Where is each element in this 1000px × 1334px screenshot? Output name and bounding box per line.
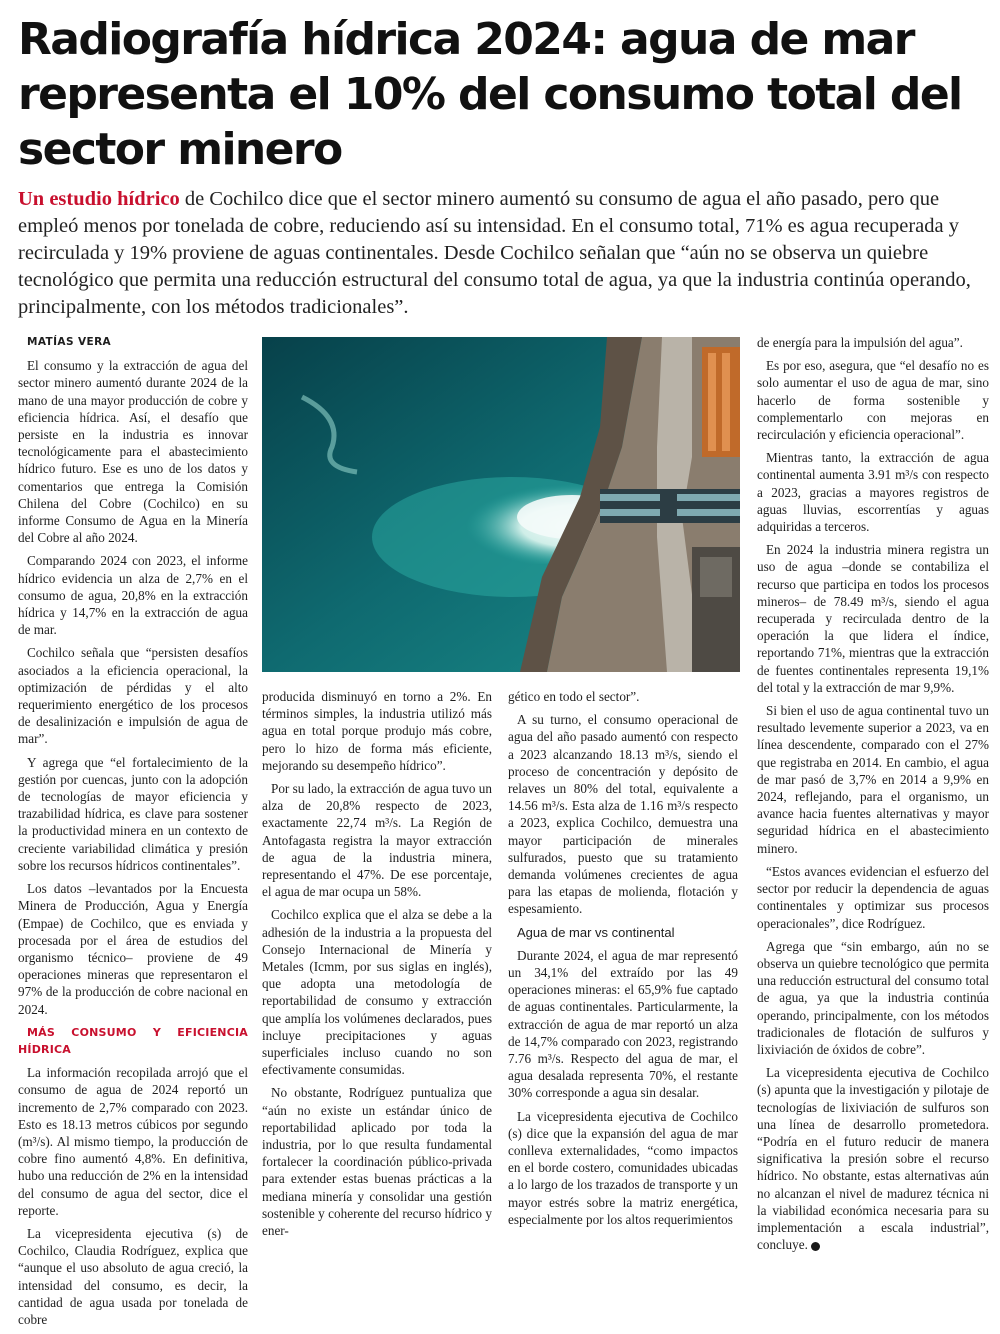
column-2: [262, 688, 492, 1245]
paragraph: Mientras tanto, la extracción de agua continental aumenta 3.91 m³/s con respecto a 2023, gracias a mayores registros de aguas lluvias, escorrentías y aguas adquiridas a terceros.: [757, 450, 989, 535]
paragraph: Por su lado, la extracción de agua tuvo un alza de 20,8% respecto de 2023, exactamente 22,74 m³/s. La Región de Antofagasta registra la mayor extracción de agua de la industria minera, representando el 47%. De ese porcentaje, el agua de mar ocupa un 58%.: [262, 781, 492, 900]
paragraph: La vicepresidenta ejecutiva de Cochilco (s) dice que la expansión del agua de mar conlleva externalidades, “como impactos en el borde costero, comunidades ubicadas a lo largo de los trazados de transporte y un mayor estrés sobre la matriz energética, especialmente por los altos requerimientos: [508, 1108, 738, 1227]
paragraph: Si bien el uso de agua continental tuvo un resultado levemente superior a 2023, va en línea descendente, comparado con el 27% que registraba en 2014. En cambio, el agua de mar pasó de 3,7% en 2014 a 9,9% en 2024, reflejando, para el organismo, un avance hacia fuentes alternativas y mayor seguridad hídrica en el abastecimiento minero.: [757, 703, 989, 856]
paragraph: El consumo y la extracción de agua del sector minero aumentó durante 2024 de la mano de una mayor producción de cobre y eficiencia hídrica. Así, el desafío que persiste en la industria es innovar tecnológicamente para el abastecimiento hídrico futuro. Ese es uno de los datos y comentarios que entrega la Comisión Chilena del Cobre (Cochilco) en su informe Consumo de Agua en la Minería del Cobre al año 2024.: [18, 358, 248, 546]
headline: Radiografía hídrica 2024: agua de mar representa el 10% del consumo total del sector minero: [18, 14, 962, 175]
paragraph-text: La vicepresidenta ejecutiva de Cochilco (s) apunta que la investigación y pilotaje de tecnologías de lixiviación de sulfuros son una línea de desarrollo prometedora. “Podría en el futuro reducir de manera significativa la presión sobre el recurso hídrico. No obstante, estas alternativas aún no alcanzan el nivel de madurez técnica ni la viabilidad económica necesaria para su implementación a escala industrial”, concluye.: [757, 1065, 989, 1253]
paragraph: No obstante, Rodríguez puntualiza que “aún no existe un estándar único de reportabilidad aplicado por toda la industria, por lo que resulta fundamental fortalecer la coordinación público-privada para extender estas buenas prácticas a la mediana minería y consolidar una gestión sostenible y coherente del recurso hídrico y ener-: [262, 1085, 492, 1239]
section-subhead: MÁS CONSUMO Y EFICIENCIA HÍDRICA: [18, 1025, 248, 1056]
aerial-photo: [262, 337, 740, 672]
section-subhead-inline: Agua de mar vs continental: [517, 924, 675, 940]
paragraph: Es por eso, asegura, que “el desafío no es solo aumentar el uso de agua de mar, sino hacerlo de forma sostenible y complementarlo con mejoras en recirculación y eficiencia operacional”.: [757, 358, 989, 443]
paragraph: Agrega que “sin embargo, aún no se observa un quiebre tecnológico que permita una reducción estructural del consumo total de agua, ya que la industria continúa operando, principalmente, con los métodos tradicionales de flotación de sulfuros y lixiviación de óxidos de cobre”.: [757, 938, 989, 1057]
column-4: [757, 334, 989, 1259]
paragraph: “Estos avances evidencian el esfuerzo del sector por reducir la dependencia de aguas continentales y optimizar sus procesos operacionales”, dice Rodríguez.: [757, 863, 989, 931]
end-of-article-icon: [811, 1242, 820, 1251]
deck-lead: Un estudio hídrico: [18, 188, 180, 210]
paragraph: gético en todo el sector”.: [508, 689, 640, 704]
deck: [18, 186, 984, 321]
byline: MATÍAS VERA: [27, 336, 112, 348]
paragraph: Y agrega que “el fortalecimiento de la gestión por cuencas, junto con la adopción de tecnologías de mayor eficiencia y trazabilidad hídrica, es clave para sostener la productividad minera en un contexto de creciente variabilidad climática y presión sobre los recursos hídricos continentales”.: [18, 754, 248, 873]
paragraph: La vicepresidenta ejecutiva (s) de Cochilco, Claudia Rodríguez, explica que “aunque el uso absoluto de agua creció, la intensidad del consumo, es decir, la cantidad de agua usada por tonelada de cobre: [18, 1225, 248, 1327]
deck-text: de Cochilco dice que el sector minero aumentó su consumo de agua el año pasado, pero que empleó menos por tonelada de cobre, reduciendo así su intensidad. En el consumo total, 71% es agua recuperada y recirculada y 19% proviene de aguas continentales. Desde Cochilco señalan que “aún no se observa un quiebre tecnológico que permita una reducción estructural del consumo total de agua, ya que la industria continúa operando, principalmente, con los métodos tradicionales”.: [18, 188, 971, 318]
column-3: [508, 688, 738, 1234]
paragraph: [757, 1064, 989, 1253]
paragraph: La información recopilada arrojó que el consumo de agua de 2024 reportó un incremento de 2,7% comparado con 2023. Esto es 18.13 metros cúbicos por segundo (m³/s). Al mismo tiempo, la producción de cobre fino aumentó 4,8%. En definitiva, hubo una reducción de 2% en la intensidad del consumo de agua del sector, dice el reporte.: [18, 1065, 248, 1218]
paragraph: A su turno, el consumo operacional de agua del año pasado aumentó con respecto a 2023 alcanzando 18.13 m³/s, siendo el proceso de concentración y depósito de relaves un 80% del total, equivalente a 14.56 m³/s. Esta alza de 1.16 m³/s respecto a 2023, explica Cochilco, demuestra una mayor participación de minerales sulfurados, puesto que su tratamiento demanda volúmenes crecientes de agua para las etapas de molienda, flotación y espesamiento.: [508, 712, 738, 917]
paragraph: Comparando 2024 con 2023, el informe hídrico evidencia un alza de 2,7% en el consumo de agua, 20,8% en la extracción hídrica y 14,7% en la extracción de agua de mar.: [18, 553, 248, 638]
aerial-photo-illustration: [262, 337, 740, 672]
paragraph: En 2024 la industria minera registra un uso de agua –donde se contabiliza el recurso que participa en todos los procesos mineros– de 78.49 m³/s, siendo el agua recuperada y recirculada dentro de la operación la que lidera el índice, reportando 71%, mientras que la extracción de fuentes continentales representa 19,1% del total y la extracción de mar 9,9%.: [757, 542, 989, 695]
paragraph: Durante 2024, el agua de mar representó un 34,1% del extraído por las 49 operaciones mineras: el 65,9% fue captado de aguas continentales. Particularmente, la extracción de agua de mar reportó un alza de 14,7% comparado con 2023, registrando 7.76 m³/s. Respecto del agua de mar, el agua desalada representa 70%, el restante 30% corresponde a agua sin desalar.: [508, 947, 738, 1101]
paragraph: Cochilco señala que “persisten desafíos asociados a la eficiencia operacional, la optimización de pérdidas y el alto requerimiento energético de los procesos de desalinización e impulsión de agua de mar”.: [18, 645, 248, 747]
column-1: [18, 334, 248, 1334]
paragraph: de energía para la impulsión del agua”.: [757, 335, 963, 350]
paragraph: Cochilco explica que el alza se debe a la adhesión de la industria a la propuesta del Consejo Internacional de Minería y Metales (Icmm, por sus siglas en inglés), que adopta una metodología de reportabilidad de consumo y extracción que amplía los volúmenes declarados, pues incluye precipitaciones y aguas superficiales incluso cuando no son efectivamente consumidas.: [262, 907, 492, 1078]
paragraph: Los datos –levantados por la Encuesta Minera de Producción, Agua y Energía (Empae) de Cochilco, que es enviada y procesada por el área de estudios del organismo técnico– proviene de 49 operaciones mineras que representaron el 97% de la producción de cobre nacional en 2024.: [18, 881, 248, 1017]
paragraph: producida disminuyó en torno a 2%. En términos simples, la industria utilizó más agua en total porque produjo más cobre, pero lo hizo de forma más eficiente, mejorando su desempeño hídrico”.: [262, 689, 492, 773]
